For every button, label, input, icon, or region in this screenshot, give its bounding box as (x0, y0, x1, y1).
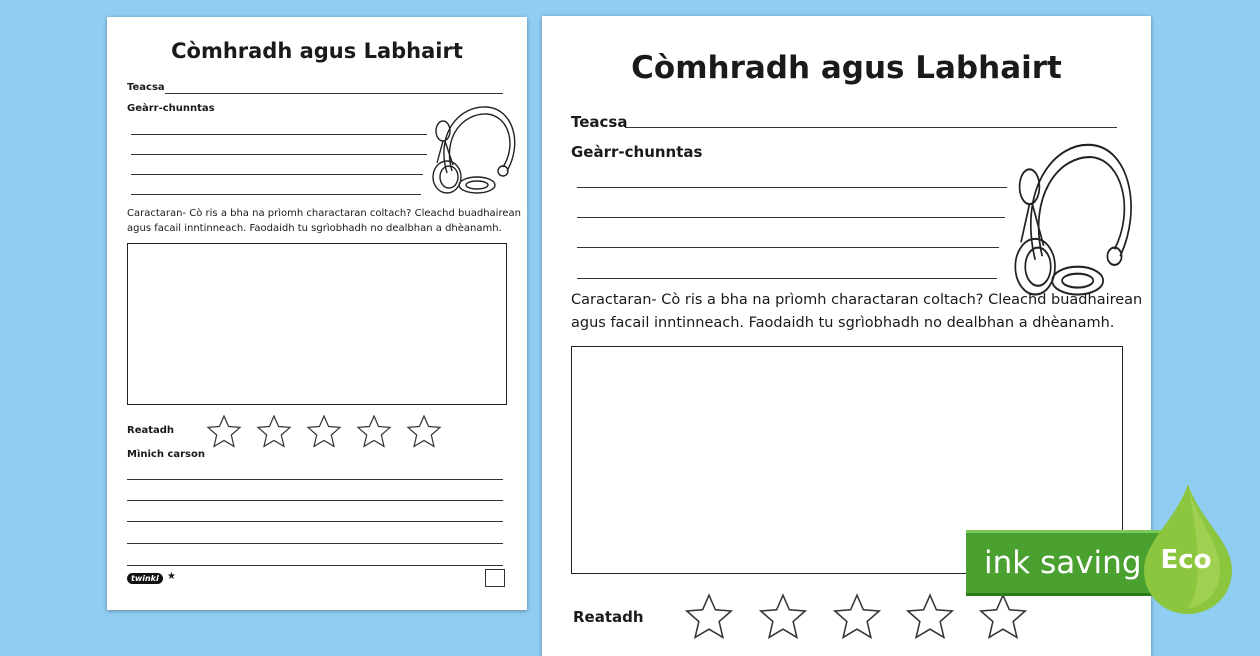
text-line (625, 127, 1117, 128)
worksheet-preview-small (107, 17, 527, 610)
characters-prompt-line1: Caractaran- Cò ris a bha na prìomh charactaran coltach? Cleachd buadhairean (571, 292, 1143, 308)
rating-star-5[interactable] (978, 592, 1028, 640)
twinkl-logo: twinkl (127, 573, 163, 584)
summary-label: Geàrr-chunntas (571, 143, 703, 161)
eco-label: Eco (1160, 545, 1212, 575)
rating-star-4[interactable] (356, 414, 392, 448)
rating-star-5[interactable] (406, 414, 442, 448)
characters-prompt-line1: Caractaran- Cò ris a bha na prìomh charactaran coltach? Cleachd buadhairean (127, 208, 521, 219)
rating-label: Reatadh (573, 608, 644, 626)
explain-line (127, 543, 503, 544)
characters-prompt-line2: agus facail inntinneach. Faodaidh tu sgrìobhadh no dealbhan a dhèanamh. (571, 315, 1115, 331)
star-mark-icon: ★ (167, 571, 176, 582)
worksheet-title: Còmhradh agus Labhairt (631, 50, 1062, 86)
rating-star-3[interactable] (832, 592, 882, 640)
summary-line (131, 174, 423, 175)
explain-line (127, 521, 503, 522)
explain-line (127, 479, 503, 480)
worksheet-title: Còmhradh agus Labhairt (171, 39, 463, 63)
summary-line (577, 247, 999, 248)
ink-saving-text: ink saving (984, 545, 1142, 581)
summary-line (577, 187, 1007, 188)
rating-star-1[interactable] (684, 592, 734, 640)
characters-drawing-box[interactable] (127, 243, 507, 405)
summary-line (131, 194, 421, 195)
rating-star-2[interactable] (256, 414, 292, 448)
text-label: Teacsa (571, 113, 628, 131)
rating-star-4[interactable] (905, 592, 955, 640)
characters-prompt-line2: agus facail inntinneach. Faodaidh tu sgrìobhadh no dealbhan a dhèanamh. (127, 223, 502, 234)
explain-line (127, 500, 503, 501)
text-label: Teacsa (127, 82, 165, 93)
rating-star-1[interactable] (206, 414, 242, 448)
rating-label: Reatadh (127, 425, 175, 436)
summary-line (577, 278, 997, 279)
text-line (165, 93, 503, 94)
rating-star-2[interactable] (758, 592, 808, 640)
summary-line (577, 217, 1005, 218)
headphones-icon (1004, 138, 1140, 298)
summary-label: Geàrr-chunntas (127, 103, 215, 114)
headphones-icon (425, 103, 521, 195)
summary-line (131, 134, 427, 135)
summary-line (131, 154, 427, 155)
quality-badge-icon (485, 569, 505, 587)
explain-line (127, 565, 503, 566)
rating-star-3[interactable] (306, 414, 342, 448)
explain-label: Mìnich carson (127, 449, 206, 460)
